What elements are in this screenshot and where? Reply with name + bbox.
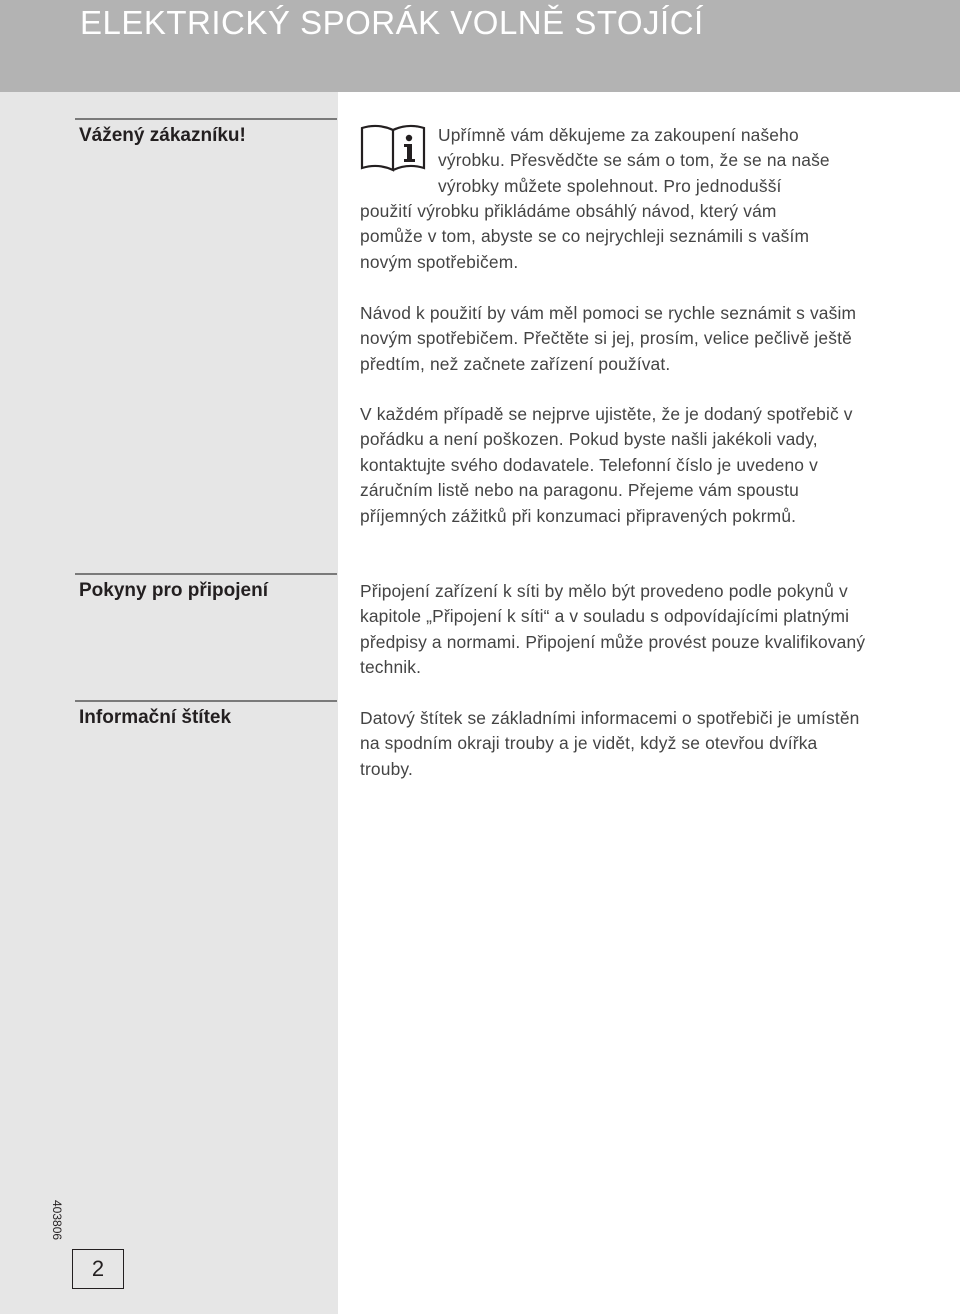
page-header (0, 0, 960, 92)
page-title: ELEKTRICKÝ SPORÁK VOLNĚ STOJÍCÍ (80, 4, 704, 41)
section-label-connection: Pokyny pro připojení (75, 573, 337, 602)
check-paragraph: V každém případě se nejprve ujistěte, že je dodaný spotřebič v pořádku a není poškozen. Pokud byste našli jakékoli vady, kontaktujte svého dodavatele. Telefonní číslo je uvedeno v záručním listě nebo na paragonu. Přejeme vám spoustu příjemných zážitků při konzumaci připravených pokrmů. (360, 404, 853, 526)
intro-line-3: výrobky můžete spolehnout. Pro jednodušší (438, 176, 782, 196)
intro-line-1: Upřímně vám děkujeme za zakoupení našeho (438, 125, 799, 145)
connection-paragraph: Připojení zařízení k síti by mělo být provedeno podle pokynů v kapitole „Připojení k síti“ a v souladu s odpovídajícími platnými předpisy a normami. Připojení může provést pouze kvalifikovaný technik. (360, 581, 866, 678)
book-info-icon (360, 121, 426, 173)
page-number: 2 (72, 1249, 124, 1289)
intro-line-6: novým spotřebičem. (360, 252, 519, 272)
intro-line-4: použití výrobku přikládáme obsáhlý návod, který vám (360, 201, 777, 221)
intro-line-2: výrobku. Přesvědčte se sám o tom, že se na naše (438, 150, 830, 170)
section-label-info-label: Informační štítek (75, 700, 337, 729)
label-paragraph: Datový štítek se základními informacemi o spotřebiči je umístěn na spodním okraji trouby a je vidět, když se otevřou dvířka trouby. (360, 708, 860, 779)
manual-paragraph: Návod k použití by vám měl pomoci se rychle seznámit s vašim novým spotřebičem. Přečtěte si jej, prosím, velice pečlivě ještě předtím, než začnete zařízení používat. (360, 303, 857, 374)
intro-line-5: pomůže v tom, abyste se co nejrychleji seznámili s vaším (360, 226, 810, 246)
document-code: 403806 (50, 1200, 64, 1241)
section-label-dear-customer: Vážený zákazníku! (75, 118, 337, 147)
